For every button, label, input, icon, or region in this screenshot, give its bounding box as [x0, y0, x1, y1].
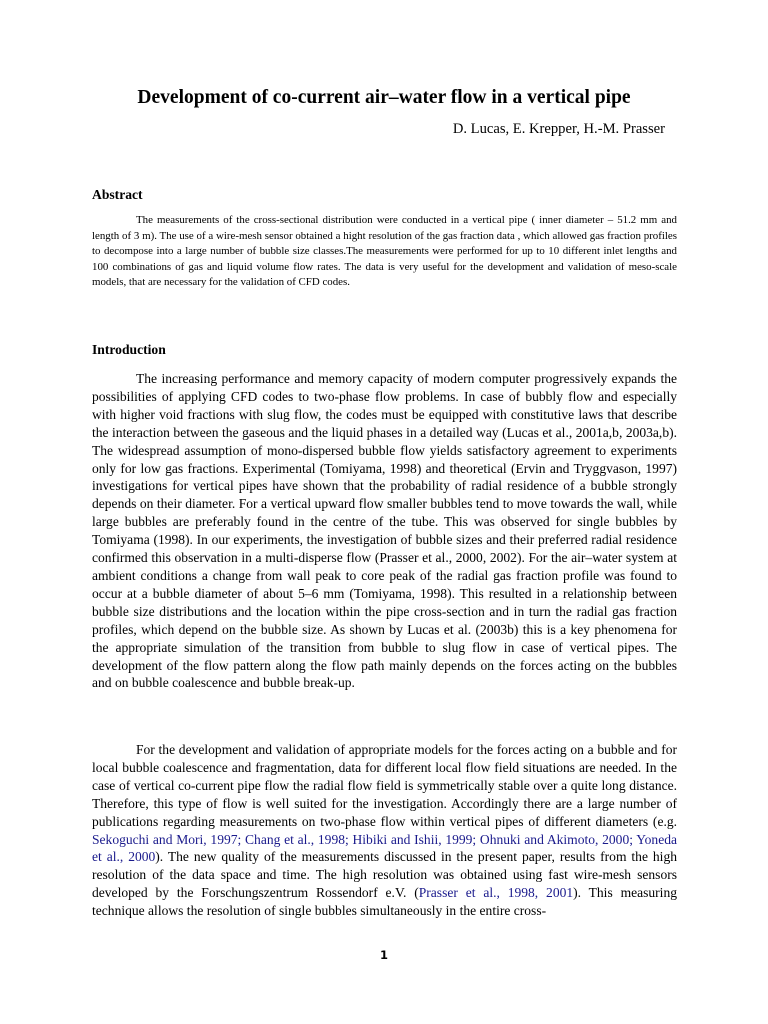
- introduction-paragraph-1: [92, 370, 677, 692]
- paragraph-2-text-b: ). The new quality of the measurements discussed in the present paper, results from the high resolution of the data space and time. The high resolution was obtained using fast wire-mesh sensors developed by the Forschungszentrum Rossendorf e.V. (: [92, 849, 677, 901]
- paper-title: Development of co-current air–water flow in a vertical pipe: [137, 87, 631, 108]
- paragraph-2-text-a: For the development and validation of appropriate models for the forces acting on a bubble and for local bubble coalescence and fragmentation, data for different local flow field situations are needed. In the case of vertical co-current pipe flow the radial flow field is symmetrically stable over a quite long distance. Therefore, this type of flow is well suited for the investigation. Accordingly there are a large number of publications regarding measurements on two-phase flow within vertical pipes of different diameters (e.g.: [92, 742, 677, 829]
- citation-link-1[interactable]: Sekoguchi and Mori, 1997; Chang et al., 1998; Hibiki and Ishii, 1999; Ohnuki and Akimoto, 2000; Yoneda et al., 2000: [92, 831, 677, 865]
- abstract-body: [92, 213, 677, 291]
- introduction-heading: Introduction: [92, 342, 166, 357]
- author-list: D. Lucas, E. Krepper, H.-M. Prasser: [452, 121, 665, 137]
- page-number: 1: [379, 948, 388, 962]
- paragraph-1-text: The increasing performance and memory capacity of modern computer progressively expands the possibilities of applying CFD codes to two-phase flow problems. In case of bubbly flow and especially with higher void fractions with slug flow, the codes must be equipped with constitutive laws that describe the interaction between the gaseous and the liquid phases in a detailed way (Lucas et al., 2001a,b, 2003a,b). The widespread assumption of mono-dispersed bubble flow yields satisfactory agreement to experiments only for low gas fractions. Experimental (Tomiyama, 1998) and theoretical (Ervin and Tryggvason, 1997) investigations for vertical pipes have shown that the probability of radial residence of a bubble strongly depends on their diameter. For a vertical upward flow smaller bubbles tend to move towards the wall, while large bubbles are preferably found in the centre of the tube. This was observed for single bubbles by Tomiyama (1998). In our experiments, the investigation of bubble sizes and their preferred radial residence confirmed this observation in a multi-disperse flow (Prasser et al., 2000, 2002). For the air–water system at ambient conditions a change from wall peak to core peak of the radial gas fraction profile was found to occur at a bubble diameter of about 5–6 mm (Tomiyama, 1998). This resulted in a relationship between bubble size distributions and the location within the pipe cross-section and in turn the radial gas fraction profiles, which depend on the bubble size. As shown by Lucas et al. (2003b) this is a key phenomena for the appropriate simulation of the transition from bubble to slug flow in case of vertical pipes. The development of the flow pattern along the flow path mainly depends on the forces acting on the bubbles and on bubble coalescence and bubble break-up.: [92, 371, 677, 691]
- abstract-heading: Abstract: [92, 187, 143, 202]
- abstract-text: The measurements of the cross-sectional distribution were conducted in a vertical pipe ( inner diameter – 51.2 mm and length of 3 m). The use of a wire-mesh sensor obtained a hight resolution of the gas fraction data , which allowed gas fraction profiles to decompose into a large number of bubble size classes.The measurements were performed for up to 10 different inlet lengths and 100 combinations of gas and liquid volume flow rates. The data is very useful for the development and validation of meso-scale models, that are necessary for the validation of CFD codes.: [92, 214, 677, 288]
- citation-link-2[interactable]: Prasser et al., 1998, 2001: [418, 885, 574, 901]
- introduction-paragraph-2: [92, 741, 677, 920]
- paragraph-2-text-c: ). This measuring technique allows the resolution of single bubbles simultaneously in the entire cross-: [92, 885, 677, 919]
